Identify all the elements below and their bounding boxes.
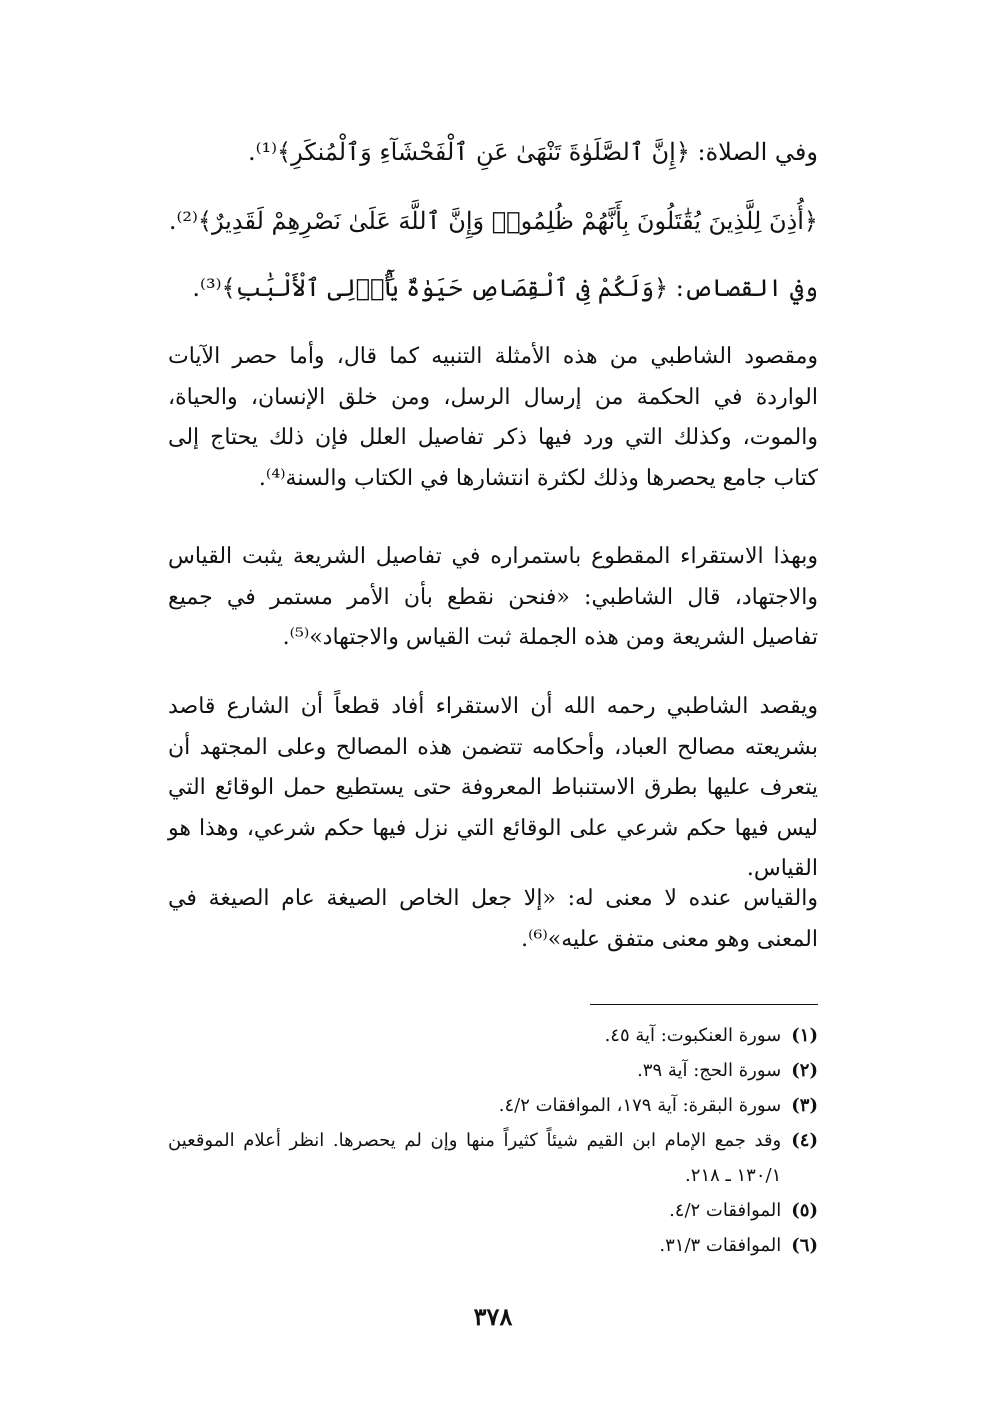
footnote-number: (٤) — [791, 1130, 818, 1151]
footnote-item — [168, 1053, 818, 1088]
footnote-item — [168, 1228, 818, 1263]
footnotes — [168, 1018, 818, 1263]
footnote-number: (٥) — [791, 1200, 818, 1221]
footnote-item — [168, 1123, 818, 1193]
verse-permission-to-fight: ﴿أُذِنَ لِلَّذِينَ يُقَٰتَلُونَ بِأَنَّهُمْ ظُلِمُوا۟ وَإِنَّ ٱللَّهَ عَلَىٰ نَصْرِهِمْ لَقَدِيرٌ﴾⁽²⁾. — [168, 207, 818, 235]
paragraph-qiyas-definition: والقياس عنده لا معنى له: «إلا جعل الخاص الصيغة عام الصيغة في المعنى وهو معنى متفق عليه»⁽⁶⁾. — [168, 886, 818, 952]
footnote-text: الموافقات ٣١/٣. — [659, 1235, 782, 1256]
footnote-text: سورة البقرة: آية ١٧٩، الموافقات ٤/٢. — [498, 1095, 782, 1116]
page-number: ٣٧٨ — [473, 1302, 513, 1331]
footnote-text: سورة الحج: آية ٣٩. — [637, 1060, 782, 1081]
paragraph-shatibi-examples: ومقصود الشاطبي من هذه الأمثلة التنبيه كما قال، وأما حصر الآيات الواردة في الحكمة من إرسال الرسل، ومن خلق الإنسان، والحياة، والموت، وكذلك التي ورد فيها ذكر تفاصيل العلل فإن ذلك يحتاج إلى كتاب جامع يحصرها وذلك لكثرة انتشارها في الكتاب والسنة⁽⁴⁾. — [168, 344, 818, 491]
footnote-text: سورة العنكبوت: آية ٤٥. — [604, 1025, 782, 1046]
footnote-item — [168, 1088, 818, 1123]
footnote-number: (٢) — [791, 1060, 818, 1081]
footnote-text: الموافقات ٤/٢. — [669, 1200, 782, 1221]
footnote-text: وقد جمع الإمام ابن القيم شيئاً كثيراً منها وإن لم يحصرها. انظر أعلام الموقعين ١٣٠/١ ـ ٢١٨. — [168, 1130, 782, 1186]
footnote-number: (٣) — [791, 1095, 818, 1116]
paragraph-induction-qiyas: وبهذا الاستقراء المقطوع باستمراره في تفاصيل الشريعة يثبت القياس والاجتهاد، قال الشاطبي: «فنحن نقطع بأن الأمر مستمر في جميع تفاصيل الشريعة ومن هذه الجملة ثبت القياس والاجتهاد»⁽⁵⁾. — [168, 544, 818, 650]
footnote-number: (١) — [791, 1025, 818, 1046]
footnote-item — [168, 1193, 818, 1228]
footnote-item — [168, 1018, 818, 1053]
verse-prayer: وفي الصلاة: ﴿إِنَّ ٱلصَّلَوٰةَ تَنْهَىٰ عَنِ ٱلْفَحْشَآءِ وَٱلْمُنكَرِ﴾⁽¹⁾. — [248, 138, 818, 166]
verse-retribution: وفي القصاص: ﴿وَلَكُمْ فِى ٱلْقِصَاصِ حَيَوٰةٌ يَٰٓأُو۟لِى ٱلْأَلْبَٰبِ﴾⁽³⁾. — [192, 274, 818, 302]
footnote-number: (٦) — [791, 1235, 818, 1256]
footnote-divider — [590, 1004, 818, 1005]
paragraph-shatibi-intent: ويقصد الشاطبي رحمه الله أن الاستقراء أفاد قطعاً أن الشارع قاصد بشريعته مصالح العباد، وأحكامه تتضمن هذه المصالح وعلى المجتهد أن يتعرف عليها بطرق الاستنباط المعروفة حتى يستطيع حمل الوقائع التي ليس فيها حكم شرعي على الوقائع التي نزل فيها حكم شرعي، وهذا هو القياس. — [168, 694, 818, 881]
